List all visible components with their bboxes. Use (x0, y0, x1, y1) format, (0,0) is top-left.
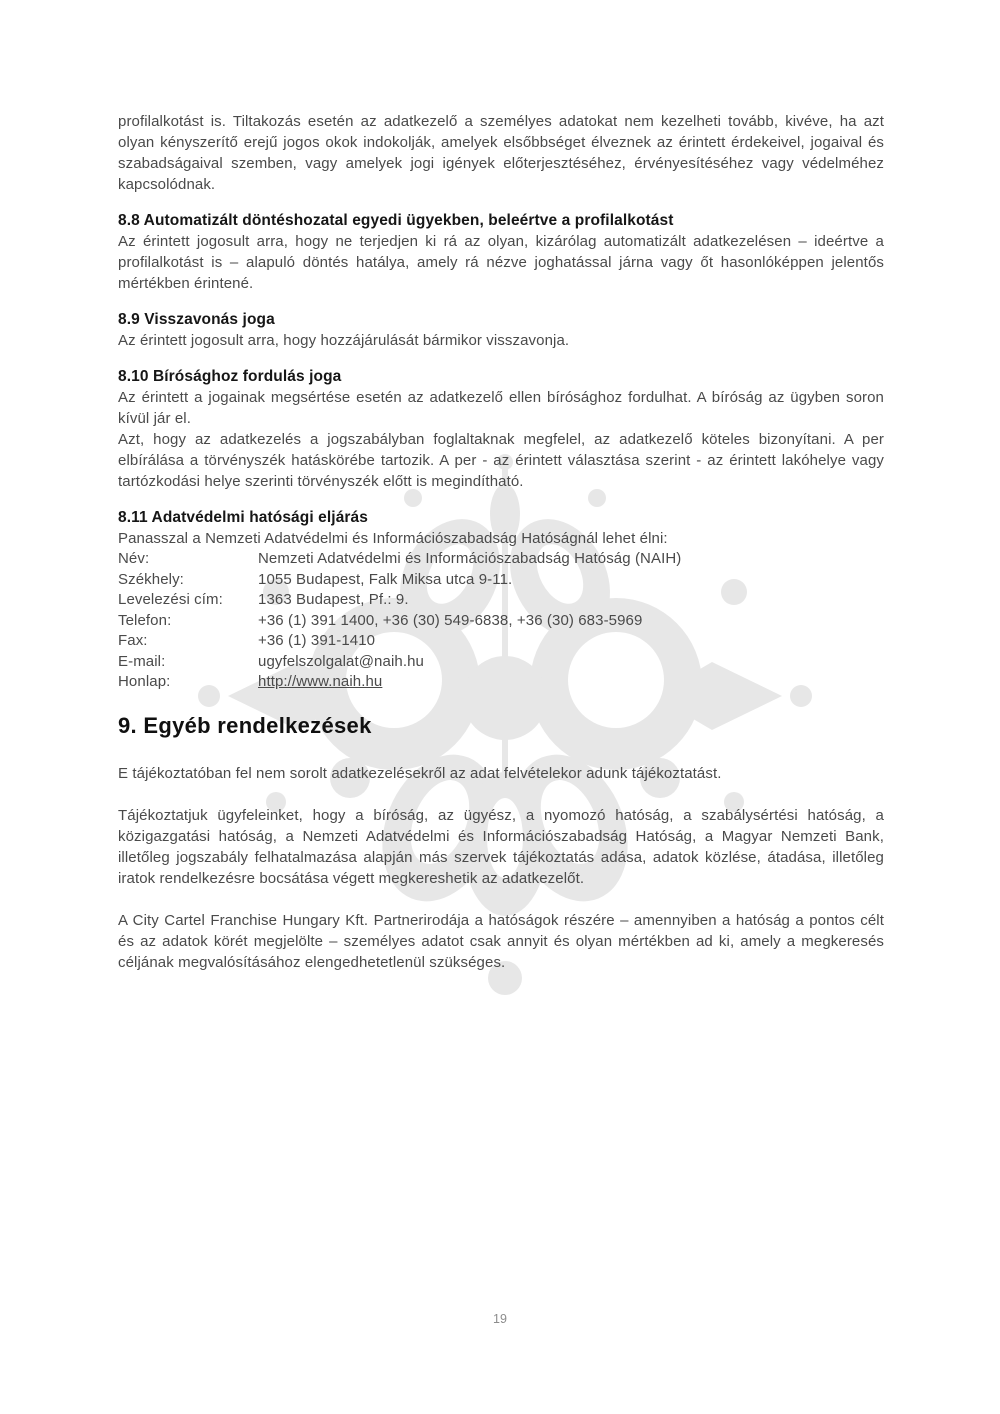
contact-value: 1055 Budapest, Falk Miksa utca 9-11. (258, 570, 513, 588)
section-9-paragraph-1: E tájékoztatóban fel nem sorolt adatkezelésekről az adat felvételekor adunk tájékoztatást. (118, 764, 722, 782)
section-8-8-body: Az érintett jogosult arra, hogy ne terjedjen ki rá az olyan, kizárólag automatizált adatkezelésen – ideértve a profilalkotást is – alapuló döntés hatálya, amely rá nézve joghatással járna vagy őt hasonlóképpen jelentős mértékben érintené. (118, 233, 884, 292)
contact-row-phone (118, 611, 884, 632)
section-8-11-intro: Panasszal a Nemzeti Adatvédelmi és Információszabadság Hatóságnál lehet élni: (118, 530, 668, 547)
contact-row-mailing-address (118, 590, 884, 611)
authority-contact-table (118, 549, 884, 693)
section-9-heading: 9. Egyéb rendelkezések (118, 712, 372, 738)
naih-website-link[interactable]: http://www.naih.hu (258, 673, 383, 690)
contact-value: ugyfelszolgalat@naih.hu (258, 652, 424, 670)
contact-label: Honlap: (118, 673, 171, 690)
contact-label: Levelezési cím: (118, 591, 223, 608)
contact-label: Telefon: (118, 611, 172, 629)
section-8-10-heading: 8.10 Bírósághoz fordulás joga (118, 368, 342, 385)
section-9-paragraph-3: A City Cartel Franchise Hungary Kft. Partnerirodája a hatóságok részére – amennyiben a hatóság a pontos célt és az adatok körét megjelölte – személyes adatot csak annyit és olyan mértékben ad ki, amely a megkeresés céljának megvalósításához elengedhetetlenül szükséges. (118, 911, 884, 971)
section-8-9-body: Az érintett jogosult arra, hogy hozzájárulását bármikor visszavonja. (118, 332, 570, 349)
contact-label: Székhely: (118, 570, 184, 588)
contact-row-address (118, 570, 884, 591)
contact-row-name (118, 549, 884, 570)
contact-value: 1363 Budapest, Pf.: 9. (258, 591, 409, 608)
section-8-8-heading: 8.8 Automatizált döntéshozatal egyedi ügyekben, beleértve a profilalkotást (118, 212, 674, 229)
contact-label: Név: (118, 550, 150, 567)
contact-value: +36 (1) 391-1410 (258, 632, 376, 649)
page-number: 19 (493, 1312, 507, 1326)
paragraph-continuation: profilalkotást is. Tiltakozás esetén az adatkezelő a személyes adatokat nem kezelheti tovább, kivéve, ha azt olyan kényszerítő erejű jogos okok indokolják, amelyek elsőbbséget élveznek az érintett érdekeivel, jogaival és szabadságaival szemben, vagy amelyek jogi igények előterjesztéséhez, érvényesítéséhez vagy védelméhez kapcsolódnak. (118, 113, 884, 193)
contact-label: E-mail: (118, 652, 166, 670)
section-8-10-body-2: Azt, hogy az adatkezelés a jogszabályban foglaltaknak megfelel, az adatkezelő köteles bizonyítani. A per elbírálása a törvényszék hatáskörébe tartozik. A per - az érintett választása szerint - az érintett lakóhelye vagy tartózkodási helye szerinti törvényszék előtt is megindítható. (118, 431, 884, 490)
section-8-9-heading: 8.9 Visszavonás joga (118, 311, 275, 328)
document-page (118, 111, 884, 973)
contact-value: +36 (1) 391 1400, +36 (30) 549-6838, +36 (30) 683-5969 (258, 611, 643, 629)
section-8-11-heading: 8.11 Adatvédelmi hatósági eljárás (118, 509, 368, 526)
contact-row-fax (118, 631, 884, 652)
section-9-paragraph-2: Tájékoztatjuk ügyfeleinket, hogy a bíróság, az ügyész, a nyomozó hatóság, a szabálysértési hatóság, a közigazgatási hatóság, a Nemzeti Adatvédelmi és Információszabadság Hatóság, a Magyar Nemzeti Bank, illetőleg jogszabály felhatalmazása alapján más szervek tájékoztatás adása, adatok közlése, átadása, illetőleg iratok rendelkezésre bocsátása végett megkereshetik az adatkezelőt. (118, 806, 884, 887)
contact-label: Fax: (118, 632, 148, 649)
contact-value: Nemzeti Adatvédelmi és Információszabadság Hatóság (NAIH) (258, 550, 682, 567)
contact-row-email (118, 652, 884, 673)
contact-row-website (118, 672, 884, 693)
section-8-10-body-1: Az érintett a jogainak megsértése esetén az adatkezelő ellen bírósághoz fordulhat. A bíróság az ügyben soron kívül jár el. (118, 389, 884, 427)
